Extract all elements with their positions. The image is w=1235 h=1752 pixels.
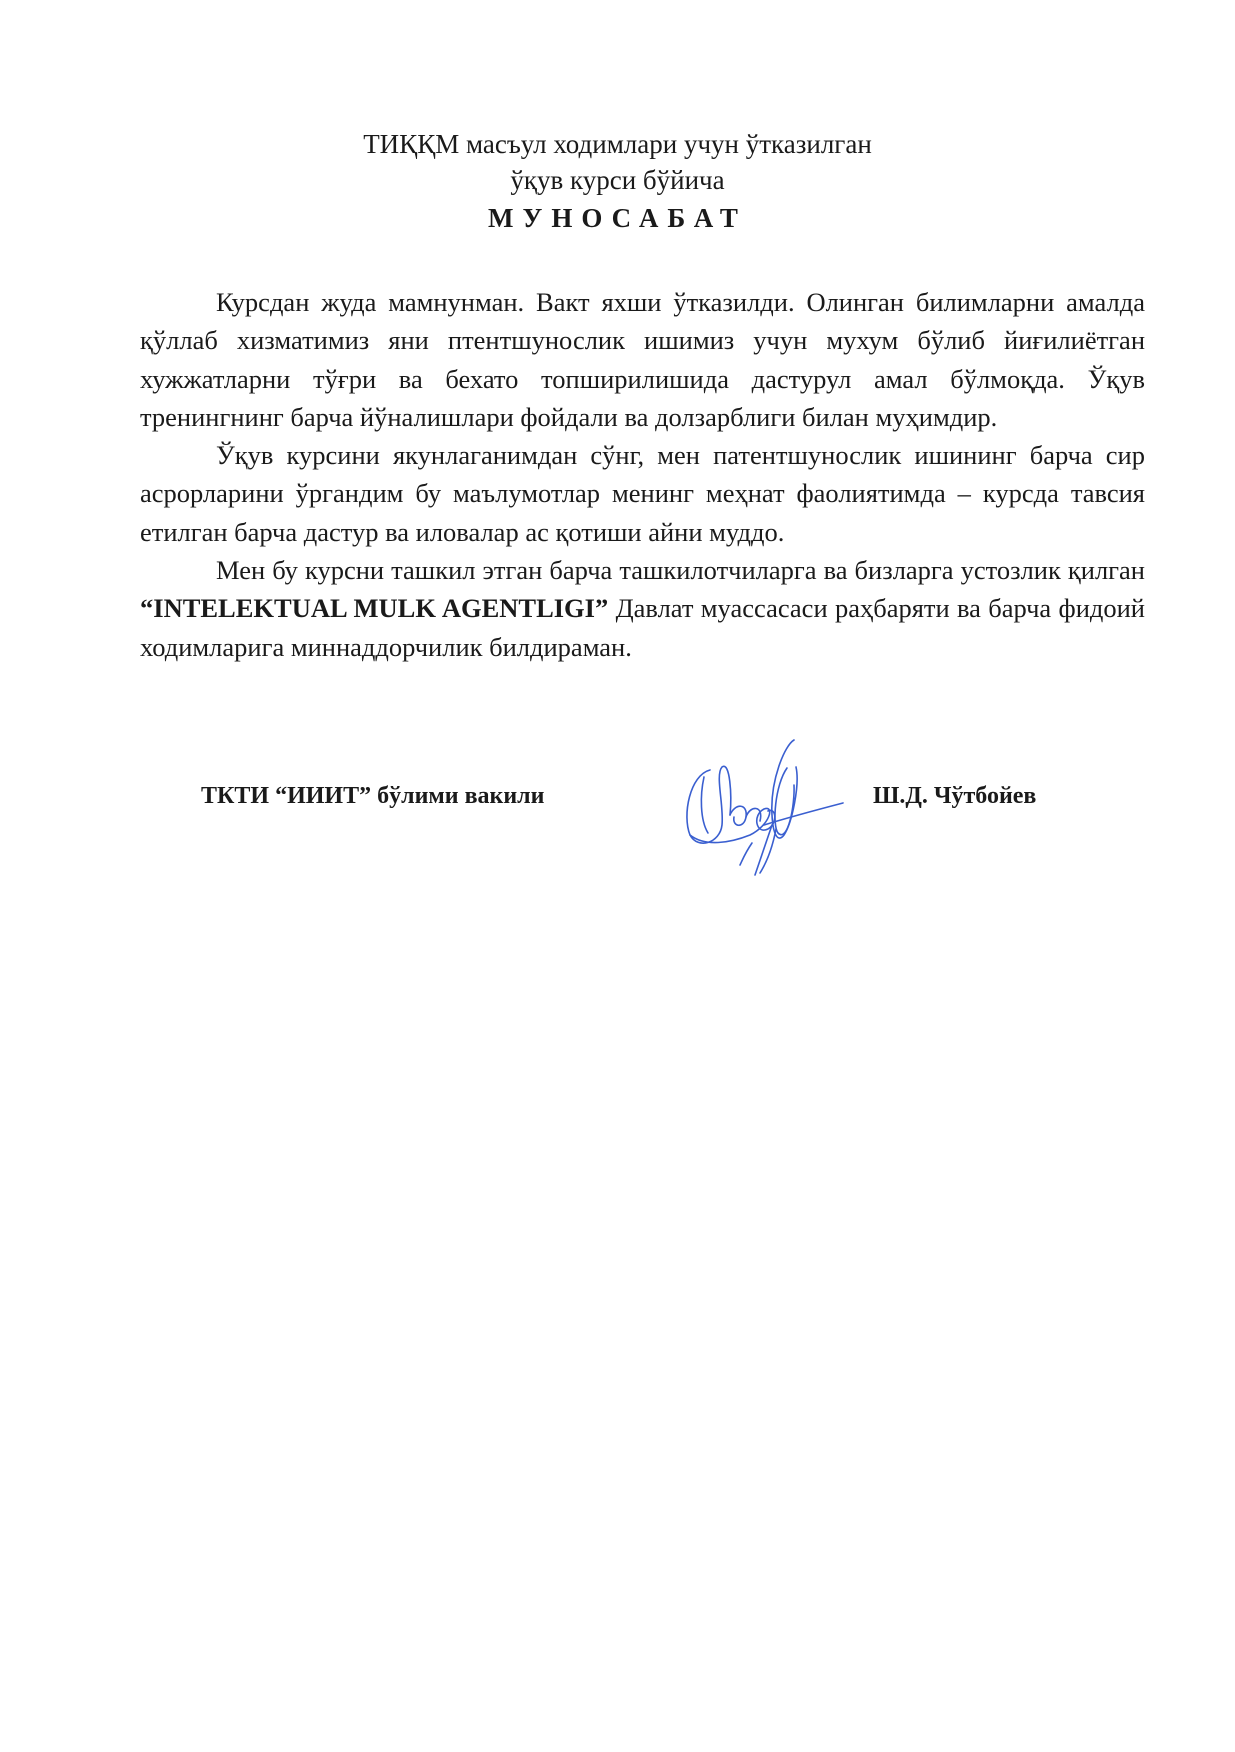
- handwritten-signature-icon: [660, 725, 860, 900]
- paragraph-3: [140, 551, 1145, 666]
- document-title: МУНОСАБАТ: [488, 203, 747, 233]
- paragraph-3-end: Давлат муассасаси раҳбаряти ва барча фидоий ходимларига миннаддорчилик билдираман.: [140, 593, 1145, 662]
- paragraph-2: Ўқув курсини якунлаганимдан сўнг, мен патентшунослик ишининг барча сир асрорларини ўргандим бу маълумотлар менинг меҳнат фаолиятимда – курсда тавсия етилган барча дастур ва иловалар ас қотиши айни муддо.: [140, 440, 1145, 547]
- paragraph-3-start: Мен бу курсни ташкил этган барча ташкилотчиларга ва бизларга устозлик қилган: [216, 555, 1145, 586]
- signatory-position: ТКТИ “ИИИТ” бўлими вакили: [201, 783, 545, 809]
- header-line-1: ТИҚҚМ масъул ходимлари учун ўтказилган: [363, 129, 872, 159]
- document-body: [140, 283, 1145, 666]
- organization-name: “INTELEKTUAL MULK AGENTLIGI”: [140, 593, 609, 624]
- header-line-2: ўқув курси бўйича: [510, 165, 725, 195]
- paragraph-1: Курсдан жуда мамнунман. Вакт яхши ўтказилди. Олинган билимларни амалда қўллаб хизматимиз яни птентшунослик ишимиз учун мухум бўлиб йиғилиётган хужжатларни тўғри ва бехато топширилишида дастурул амал бўлмоқда. Ўқув тренингнинг барча йўналишлари фойдали ва долзарблиги билан муҳимдир.: [140, 287, 1145, 432]
- signatory-name: Ш.Д. Чўтбойев: [873, 783, 1037, 809]
